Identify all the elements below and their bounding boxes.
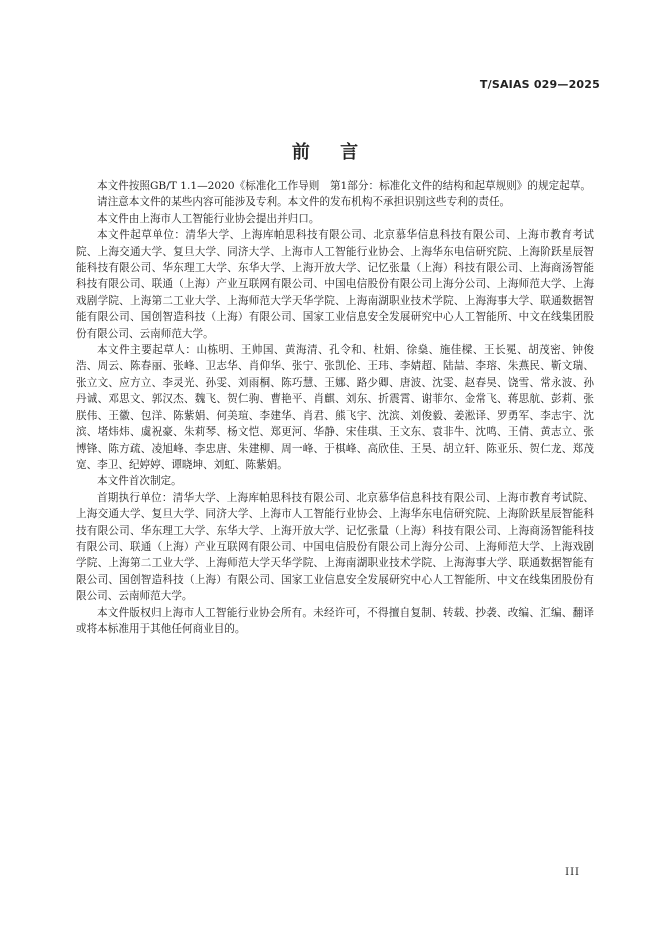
page-number: III: [565, 867, 580, 878]
paragraph-patent-notice: 请注意本文件的某些内容可能涉及专利。本文件的发布机构不承担识别这些专利的责任。: [97, 196, 511, 209]
document-body: [76, 178, 594, 637]
paragraph-drafting-rules: 本文件按照GB/T 1.1—2020《标准化工作导则 第1部分：标准化文件的结构和起草规则》的规定起草。: [97, 180, 591, 192]
paragraph-main-drafters: 本文件主要起草人：山栋明、王帅国、黄海清、孔令和、杜娟、徐燊、施佳樑、王长冕、胡茂密、钟俊浩、周云、陈春丽、张峰、卫志华、肖仰华、张宁、张凯伦、王玮、李婧超、陆喆、李瑢、朱燕民、靳文瑞、张立文、应方立、李灵光、孙雯、刘雨桐、陈巧慧、王娜、路少卿、唐波、沈雯、赵春昊、饶雪、常永波、孙丹诚、邓思文、郭汉杰、魏飞、贺仁驹、曹艳平、肖麒、刘东、折震霄、谢菲尔、金常飞、蒋思航、彭莉、张朕伟、王徽、包洋、陈紫娟、何美瑄、李建华、肖君、熊飞宇、沈滨、刘俊毅、姜淞译、罗勇军、李志宇、沈滨、堵炜炜、虞祝豪、朱莉琴、杨文恺、郑更河、华静、宋佳琪、王文东、袁非牛、沈鸣、王倩、黄志立、张博锋、陈方疏、凌旭峰、李忠唐、朱建柳、周一峰、于棋峰、高欣佳、王昊、胡立轩、陈亚乐、贺仁龙、郑茂宽、李卫、纪婷婷、谭晓坤、刘虹、陈紫娟。: [76, 344, 594, 471]
paragraph-proposer: 本文件由上海市人工智能行业协会提出并归口。: [97, 212, 320, 225]
paragraph-first-executing-units: 首期执行单位：清华大学、上海库帕思科技有限公司、北京慕华信息科技有限公司、上海市教育考试院、上海交通大学、复旦大学、同济大学、上海市人工智能行业协会、上海华东电信研究院、上海阶跃星辰智能科技有限公司、华东理工大学、东华大学、上海开放大学、记忆张量（上海）科技有限公司、上海商汤智能科技有限公司、联通（上海）产业互联网有限公司、中国电信股份有限公司上海分公司、上海师范大学、上海戏剧学院、上海第二工业大学、上海师范大学天华学院、上海南湖职业技术学院、上海海事大学、联通数据智能有限公司、国创智造科技（上海）有限公司、国家工业信息安全发展研究中心人工智能所、中文在线集团股份有限公司、云南师范大学。: [76, 491, 594, 603]
page-title: 前 言: [291, 142, 371, 163]
paragraph-first-edition: 本文件首次制定。: [97, 475, 182, 488]
paragraph-drafting-units: 本文件起草单位：清华大学、上海库帕思科技有限公司、北京慕华信息科技有限公司、上海市教育考试院、上海交通大学、复旦大学、同济大学、上海市人工智能行业协会、上海华东电信研究院、上海阶跃星辰智能科技有限公司、华东理工大学、东华大学、上海开放大学、记忆张量（上海）科技有限公司、上海商汤智能科技有限公司、联通（上海）产业互联网有限公司、中国电信股份有限公司上海分公司、上海师范大学、上海戏剧学院、上海第二工业大学、上海师范大学天华学院、上海南湖职业技术学院、上海海事大学、联通数据智能有限公司、国创智造科技（上海）有限公司、国家工业信息安全发展研究中心人工智能所、中文在线集团股份有限公司、云南师范大学。: [76, 229, 594, 340]
document-id: T/SAIAS 029—2025: [479, 78, 600, 91]
paragraph-copyright: 本文件版权归上海市人工智能行业协会所有。未经许可，不得擅自复制、转载、抄袭、改编、汇编、翻译或将本标准用于其他任何商业目的。: [76, 606, 594, 635]
